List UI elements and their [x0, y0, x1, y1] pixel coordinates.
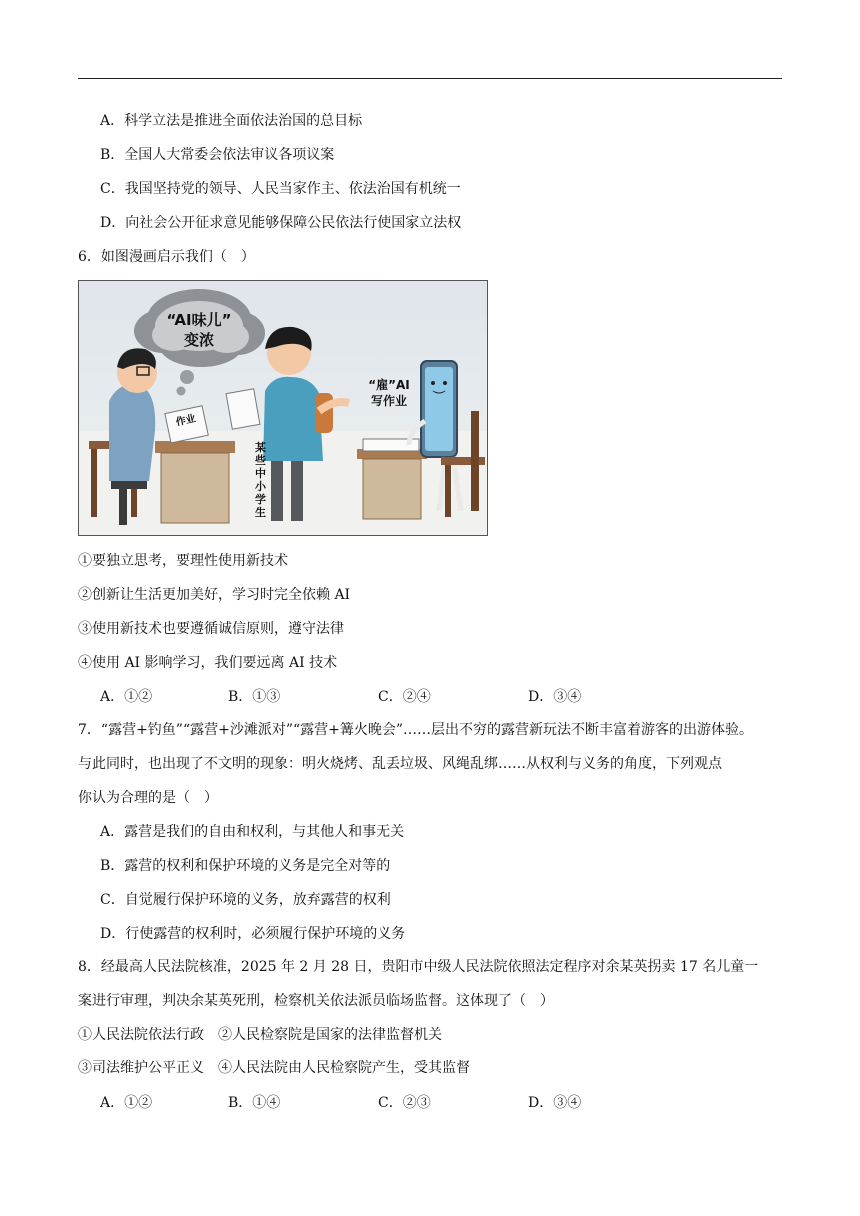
- q6-choice-c: C．②④: [378, 689, 431, 705]
- q8-statement-row-2: ③司法维护公平正义 ④人民法院由人民检察院产生，受其监督: [78, 1060, 470, 1076]
- q8-choice-c: C．②③: [378, 1095, 431, 1111]
- q6-statement-3: ③使用新技术也要遵循诚信原则，遵守法律: [78, 621, 344, 637]
- robot-caption-line-1: “雇”AI: [368, 378, 410, 392]
- q5-option-a: A．科学立法是推进全面依法治国的总目标: [100, 113, 363, 129]
- q7-option-c: C．自觉履行保护环境的义务，放弃露营的权利: [100, 892, 391, 908]
- q7-option-d: D．行使露营的权利时，必须履行保护环境的义务: [100, 926, 406, 942]
- q8-statement-row-1: ①人民法院依法行政 ②人民检察院是国家的法律监督机关: [78, 1027, 442, 1043]
- q6-statement-2: ②创新让生活更加美好，学习时完全依赖 AI: [78, 587, 351, 603]
- q6-choice-b: B．①③: [228, 689, 281, 705]
- bubble-line-1: “AI味儿”: [166, 311, 232, 329]
- q5-option-b: B．全国人大常委会依法审议各项议案: [100, 147, 335, 163]
- q5-option-c: C．我国坚持党的领导、人民当家作主、依法治国有机统一: [100, 181, 461, 197]
- q7-option-a: A．露营是我们的自由和权利，与其他人和事无关: [100, 824, 405, 840]
- q7-option-b: B．露营的权利和保护环境的义务是完全对等的: [100, 858, 391, 874]
- q8-choice-b: B．①④: [228, 1095, 281, 1111]
- q6-choice-d: D．③④: [528, 689, 582, 705]
- robot-desk: [357, 439, 427, 519]
- q8-stem-line-2: 案进行审理，判决余某英死刑，检察机关依法派员临场监督。这体现了（ ）: [78, 993, 554, 1009]
- student-caption: 某 些 中 小 学 生: [255, 441, 266, 519]
- q6-statement-1: ①要独立思考，要理性使用新技术: [78, 553, 288, 569]
- q6-choice-a: A．①②: [100, 689, 153, 705]
- q7-stem-line-3: 你认为合理的是（ ）: [78, 790, 218, 806]
- robot-caption-line-2: 写作业: [370, 394, 408, 408]
- q8-choice-a: A．①②: [100, 1095, 153, 1111]
- q8-stem-line-1: 8．经最高人民法院核准，2025 年 2 月 28 日，贵阳市中级人民法院依照法定程序对余某英拐卖 17 名儿童一: [78, 959, 759, 975]
- q8-choice-d: D．③④: [528, 1095, 582, 1111]
- bubble-line-2: 变浓: [183, 331, 215, 349]
- header-rule: [78, 78, 782, 79]
- q6-stem: 6．如图漫画启示我们（ ）: [78, 249, 255, 265]
- q5-option-d: D．向社会公开征求意见能够保障公民依法行使国家立法权: [100, 215, 462, 231]
- cartoon-image: [78, 280, 488, 536]
- book-label: 作业: [174, 413, 197, 429]
- q7-stem-line-1: 7．“露营+钓鱼”“露营+沙滩派对”“露营+篝火晚会”……层出不穷的露营新玩法不断丰富着游客的出游体验。: [78, 722, 754, 738]
- q7-stem-line-2: 与此同时，也出现了不文明的现象：明火烧烤、乱丢垃圾、风绳乱绑……从权利与义务的角度，下列观点: [78, 756, 722, 772]
- q6-statement-4: ④使用 AI 影响学习，我们要远离 AI 技术: [78, 655, 338, 671]
